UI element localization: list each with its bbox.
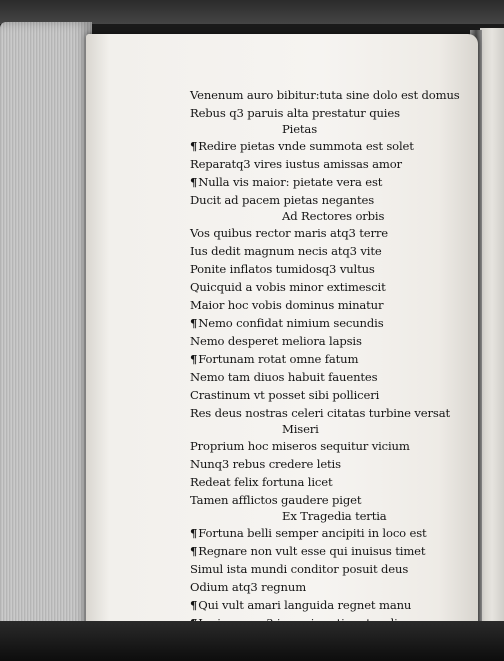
verse-line [190,278,460,296]
verse-line [190,173,460,191]
verse-line [190,104,460,122]
pilcrow-icon: ¶ [190,526,198,540]
pilcrow-icon: ¶ [190,175,198,189]
line-text: Ex Tragedia tertia [282,509,387,523]
verse-line [190,137,460,155]
verse-line [190,368,460,386]
line-text: Regnare non vult esse qui inuisus timet [198,544,426,558]
bottom-shadow [0,621,504,661]
book-cover-top [0,0,504,24]
line-text: Venenum auro bibitur:tuta sine dolo est domus [190,88,460,102]
verse-line [190,350,460,368]
line-text: Nemo desperet meliora lapsis [190,334,362,348]
verse-line [190,455,460,473]
verse-line [190,155,460,173]
line-text: Nunq3 rebus credere letis [190,457,341,471]
line-text: Vos quibus rector maris atq3 terre [190,226,389,240]
line-text: Proprium hoc miseros sequitur vicium [190,439,410,453]
line-text: Fortunam rotat omne fatum [198,352,359,366]
verse-line [190,314,460,332]
line-text: Fortuna belli semper ancipiti in loco est [198,526,427,540]
line-text: Redire pietas vnde summota est solet [198,139,414,153]
line-text: Ponite inflatos tumidosq3 vultus [190,262,375,276]
line-text: Rebus q3 paruis alta prestatur quies [190,106,400,120]
verse-line [190,332,460,350]
verse-line [190,473,460,491]
pilcrow-icon: ¶ [190,316,198,330]
verse-line [190,296,460,314]
page-edges [0,22,92,634]
verse-line [190,578,460,596]
line-text: Maior hoc vobis dominus minatur [190,298,384,312]
pilcrow-icon: ¶ [190,544,198,558]
verse-line [190,404,460,422]
line-text: Redeat felix fortuna licet [190,475,333,489]
section-heading [190,209,460,224]
verse-line [190,491,460,509]
line-text: Pietas [282,122,317,136]
line-text: Ius dedit magnum necis atq3 vite [190,244,382,258]
line-text: Ad Rectores orbis [282,209,385,223]
verse-line [190,386,460,404]
line-text: Crastinum vt posset sibi polliceri [190,388,380,402]
pilcrow-icon: ¶ [190,598,198,612]
line-text: Qui vult amari languida regnet manu [198,598,412,612]
line-text: Nulla vis maior: pietate vera est [198,175,383,189]
line-text: Quicquid a vobis minor extimescit [190,280,386,294]
section-heading [190,422,460,437]
verse-line [190,86,460,104]
verse-line [190,596,460,614]
line-text: Odium atq3 regnum [190,580,307,594]
verse-line [190,260,460,278]
verse-line [190,191,460,209]
section-heading [190,509,460,524]
verse-line [190,542,460,560]
facing-page [480,28,504,634]
section-heading [190,122,460,137]
line-text: Nemo tam diuos habuit fauentes [190,370,378,384]
line-text: Nemo confidat nimium secundis [198,316,384,330]
verse-line [190,437,460,455]
verse-line [190,560,460,578]
verse-line [190,524,460,542]
verse-line [190,242,460,260]
line-text: Reparatq3 vires iustus amissas amor [190,157,402,171]
pilcrow-icon: ¶ [190,352,198,366]
line-text: Ducit ad pacem pietas negantes [190,193,374,207]
line-text: Res deus nostras celeri citatas turbine versat [190,406,450,420]
verse-text-block [190,86,460,632]
line-text: Simul ista mundi conditor posuit deus [190,562,409,576]
line-text: Tamen afflictos gaudere piget [190,493,362,507]
pilcrow-icon: ¶ [190,139,198,153]
verse-line [190,224,460,242]
line-text: Miseri [282,422,319,436]
